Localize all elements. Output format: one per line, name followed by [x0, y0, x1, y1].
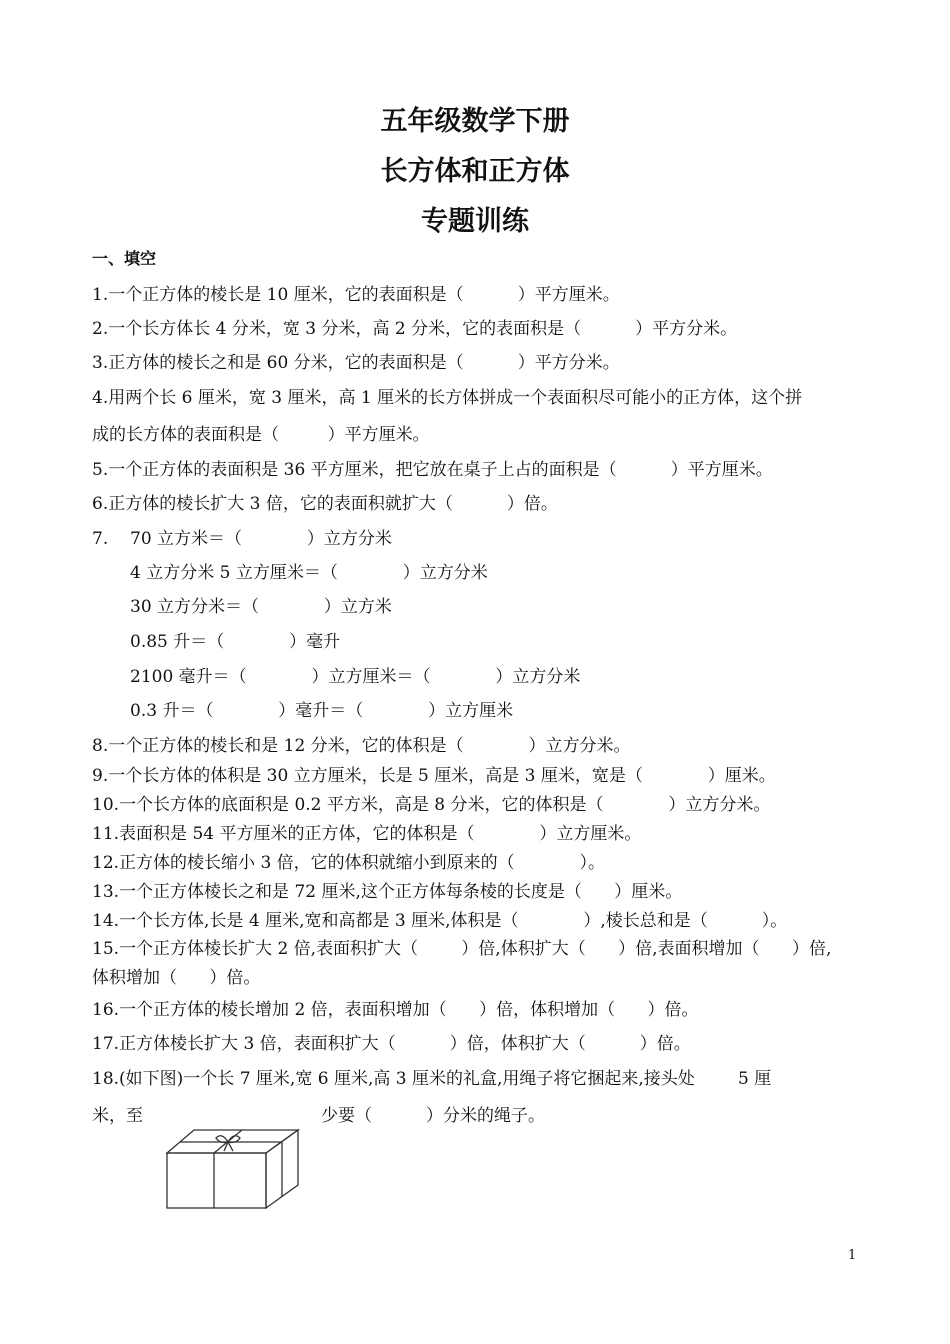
question-10: 10.一个长方体的底面积是 0.2 平方米，高是 8 分米，它的体积是（ ）立方分米。	[92, 795, 771, 815]
question-7-a: 70 立方米＝（ ）立方分米	[130, 529, 392, 549]
question-15-line2: 体积增加（ ）倍。	[92, 968, 261, 988]
question-14: 14.一个长方体,长是 4 厘米,宽和高都是 3 厘米,体积是（ ）,棱长总和是（ ）。	[92, 911, 788, 931]
title-grade: 五年级数学下册	[380, 106, 570, 137]
question-18-line2-start: 米，至	[92, 1106, 143, 1126]
gift-box-icon	[162, 1125, 312, 1215]
question-7-f: 0.3 升＝（ ）毫升＝（ ）立方厘米	[130, 701, 514, 721]
question-4-line1: 4.用两个长 6 厘米，宽 3 厘米，高 1 厘米的长方体拼成一个表面积尽可能小的正方体，这个拼	[92, 388, 803, 408]
question-5: 5.一个正方体的表面积是 36 平方厘米，把它放在桌子上占的面积是（ ）平方厘米。	[92, 460, 773, 480]
title-subtitle: 专题训练	[421, 206, 529, 237]
question-18-line2-end: 少要（ ）分米的绳子。	[321, 1106, 546, 1126]
question-6: 6.正方体的棱长扩大 3 倍，它的表面积就扩大（ ）倍。	[92, 494, 558, 514]
question-16: 16.一个正方体的棱长增加 2 倍，表面积增加（ ）倍，体积增加（ ）倍。	[92, 1000, 699, 1020]
question-1: 1.一个正方体的棱长是 10 厘米，它的表面积是（ ）平方厘米。	[92, 285, 620, 305]
question-7-e: 2100 毫升＝（ ）立方厘米＝（ ）立方分米	[130, 667, 581, 687]
question-3: 3.正方体的棱长之和是 60 分米，它的表面积是（ ）平方分米。	[92, 353, 620, 373]
question-7-b: 4 立方分米 5 立方厘米＝（ ）立方分米	[130, 563, 488, 583]
question-17: 17.正方体棱长扩大 3 倍，表面积扩大（ ）倍，体积扩大（ ）倍。	[92, 1034, 691, 1054]
question-18-line1: 18.(如下图)一个长 7 厘米,宽 6 厘米,高 3 厘米的礼盒,用绳子将它捆起来,接头处 5 厘	[92, 1069, 772, 1089]
question-13: 13.一个正方体棱长之和是 72 厘米,这个正方体每条棱的长度是（ ）厘米。	[92, 882, 683, 902]
question-7-number: 7.	[92, 529, 109, 549]
question-2: 2.一个长方体长 4 分米，宽 3 分米，高 2 分米，它的表面积是（ ）平方分米。	[92, 319, 738, 339]
question-12: 12.正方体的棱长缩小 3 倍，它的体积就缩小到原来的（ ）。	[92, 853, 606, 873]
question-9: 9.一个长方体的体积是 30 立方厘米，长是 5 厘米，高是 3 厘米，宽是（ ）厘米。	[92, 766, 776, 786]
question-7-c: 30 立方分米＝（ ）立方米	[130, 597, 392, 617]
question-11: 11.表面积是 54 平方厘米的正方体，它的体积是（ ）立方厘米。	[92, 824, 642, 844]
page-number: 1	[848, 1248, 857, 1263]
question-7-d: 0.85 升＝（ ）毫升	[130, 632, 341, 652]
question-15-line1: 15.一个正方体棱长扩大 2 倍,表面积扩大（ ）倍,体积扩大（ ）倍,表面积增加（ ）倍,	[92, 939, 832, 959]
question-8: 8.一个正方体的棱长和是 12 分米，它的体积是（ ）立方分米。	[92, 736, 631, 756]
question-4-line2: 成的长方体的表面积是（ ）平方厘米。	[92, 425, 430, 445]
section-heading-fill-blank: 一、填空	[92, 249, 157, 268]
title-topic: 长方体和正方体	[380, 156, 570, 187]
